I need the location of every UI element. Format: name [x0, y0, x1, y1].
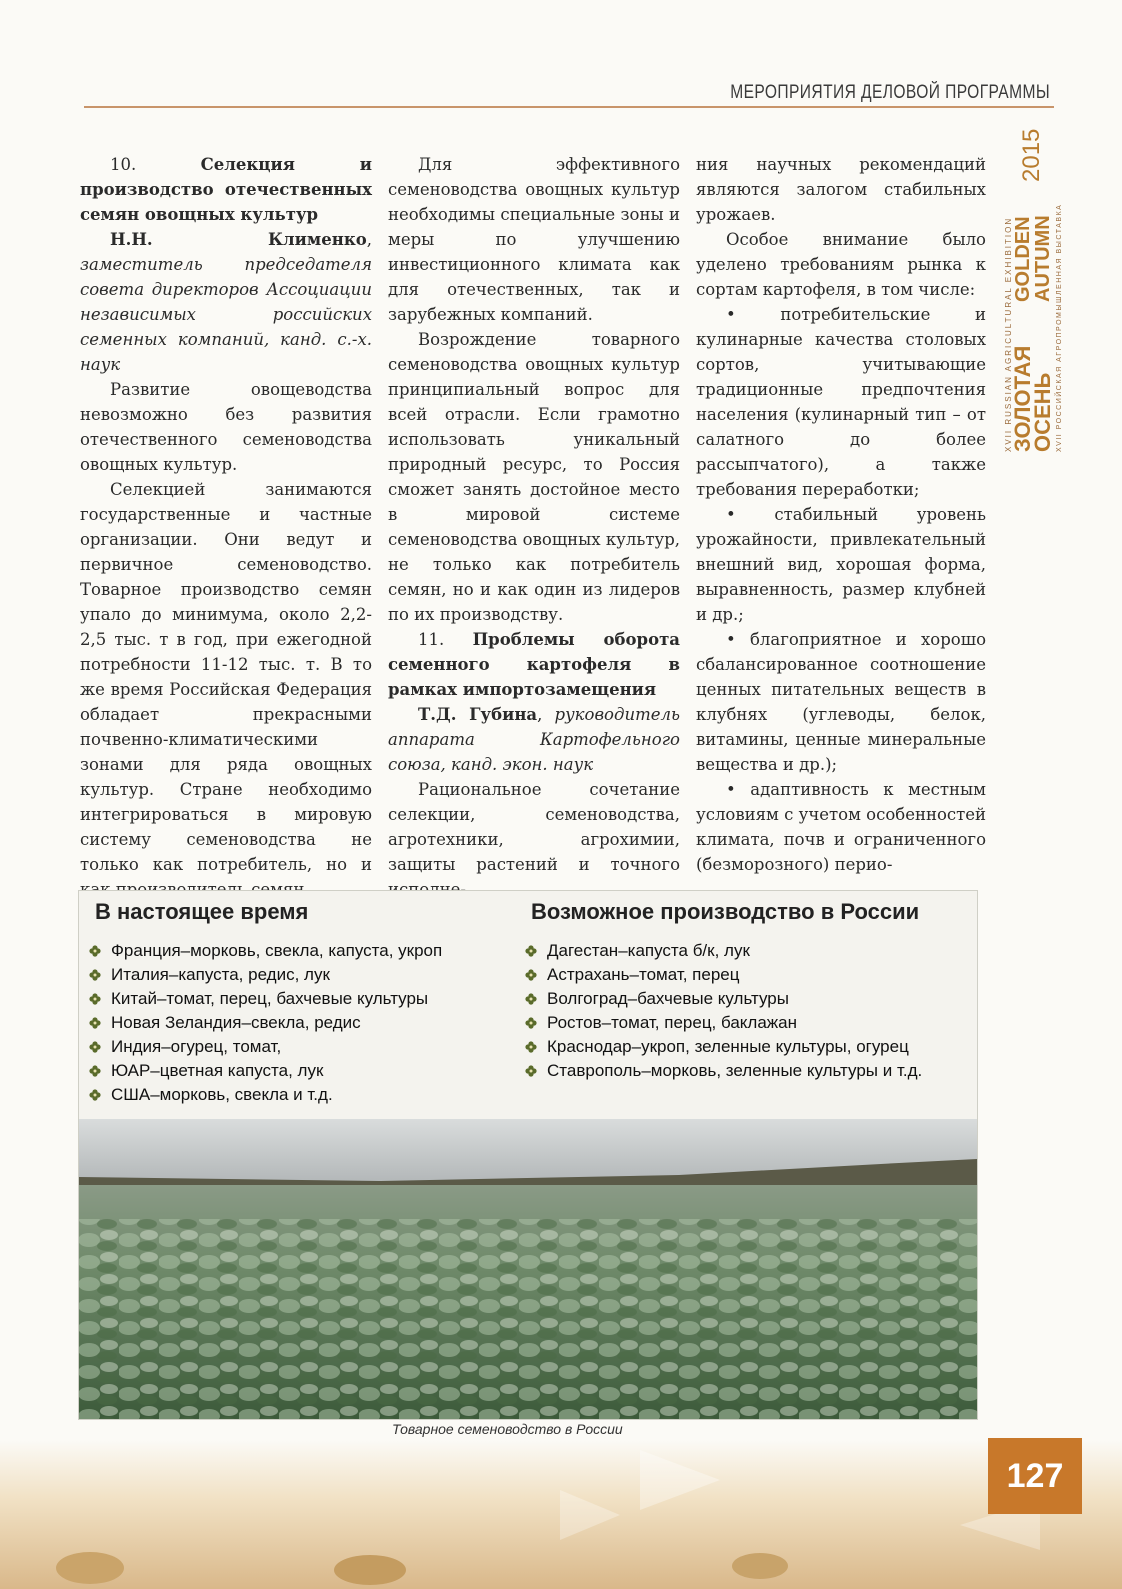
- logo-ru-word2: ОСЕНЬ: [1030, 372, 1055, 452]
- list-item-text: Астрахань–томат, перец: [547, 965, 740, 984]
- list-item: [523, 1035, 922, 1059]
- logo-year: 2015: [1018, 128, 1045, 182]
- list-item-text: ЮАР–цветная капуста, лук: [111, 1061, 324, 1080]
- list-item-text: Италия–капуста, редис, лук: [111, 965, 330, 984]
- list-item: [87, 1059, 442, 1083]
- bullet-icon: •: [726, 505, 736, 524]
- list-item: [87, 963, 442, 987]
- list-item: [87, 1083, 442, 1107]
- paragraph: Селекцией занимаются государственные и частные организации. Они ведут и первичное семеноводство. Товарное производство семян упало до минимума, около 2,2-2,5 тыс. т в год, при ежегодной потребности 11-12 тыс. т. В то же время Российская Федерация обладает прекрасными почвенно-климатическими зонами для ряда овощных культур. Стране необходимо интегрироваться в мировую систему семеноводства не только как потребитель, но и: [80, 480, 372, 874]
- list-item: [523, 987, 922, 1011]
- section-11-number: 11.: [418, 630, 445, 649]
- bullet-icon: •: [726, 780, 736, 799]
- paragraph: Развитие овощеводства невозможно без развития отечественного семеноводства овощных культур.: [80, 380, 372, 474]
- flower-bullet-icon: [525, 1065, 537, 1077]
- logo-en-title: [1013, 215, 1053, 302]
- flower-bullet-icon: [89, 1041, 101, 1053]
- flower-bullet-icon: [525, 993, 537, 1005]
- section-11-title: Проблемы оборота семенного картофеля в рамках импортозамещения: [388, 630, 681, 699]
- russia-production-list: [523, 939, 922, 1083]
- bullet-icon: •: [726, 305, 736, 324]
- flower-bullet-icon: [525, 1017, 537, 1029]
- logo-en-word1: GOLDEN: [1012, 216, 1034, 302]
- section-11-author: Т.Д. Губина: [418, 705, 538, 724]
- logo-ru-title: [1010, 345, 1055, 452]
- page-header-title: МЕРОПРИЯТИЯ ДЕЛОВОЙ ПРОГРАММЫ: [730, 82, 1050, 103]
- section-10-byline: Н.Н. Клименко, заместитель председателя совета директоров Ассоциации независимых российских семенных компаний, канд. с.-х. наук: [80, 230, 372, 374]
- page-number: 127: [988, 1438, 1082, 1514]
- logo-ru-word1: ЗОЛОТАЯ: [1010, 345, 1035, 452]
- flower-bullet-icon: [89, 1017, 101, 1029]
- flower-bullet-icon: [525, 1041, 537, 1053]
- list-item: [87, 1011, 442, 1035]
- bullet-icon: •: [726, 630, 736, 649]
- section-11-role: руководитель аппарата Картофельного союза, канд. экон. наук: [388, 705, 680, 774]
- list-item: [523, 1059, 922, 1083]
- section-10-author: Н.Н. Клименко: [110, 230, 367, 249]
- bullet-item: [696, 627, 986, 777]
- list-item: [87, 987, 442, 1011]
- bullet-item: [696, 777, 986, 877]
- list-item-text: Ставрополь–морковь, зеленные культуры и т.д.: [547, 1061, 923, 1080]
- current-producers-list: [87, 939, 442, 1107]
- section-10-number: 10.: [110, 155, 137, 174]
- exhibition-logo: [1004, 122, 1066, 452]
- bullet-text: стабильный уровень урожайности, привлекательный внешний вид, хорошая форма, выравненность, размер клубней и др.;: [696, 505, 987, 624]
- list-item: [87, 1035, 442, 1059]
- flower-bullet-icon: [89, 1065, 101, 1077]
- list-item-text: Ростов–томат, перец, баклажан: [547, 1013, 798, 1032]
- flower-bullet-icon: [525, 945, 537, 957]
- text-column-2: [388, 152, 680, 902]
- section-10-heading: [80, 152, 372, 227]
- list-item-text: Дагестан–капуста б/к, лук: [547, 941, 750, 960]
- flower-bullet-icon: [89, 945, 101, 957]
- text-column-1: [80, 152, 372, 902]
- bullet-text: благоприятное и хорошо сбалансированное соотношение ценных питательных веществ в клубнях (углеводы, белок, витамины, ценные минеральные вещества и др.);: [696, 630, 986, 774]
- list-item: [523, 963, 922, 987]
- text-column-3: [696, 152, 986, 877]
- logo-bottom-line: XVII РОССИЙСКАЯ АГРОПРОМЫШЛЕННАЯ ВЫСТАВКА: [1056, 203, 1063, 452]
- list-item-text: Китай–томат, перец, бахчевые культуры: [111, 989, 429, 1008]
- paragraph: Возрождение товарного семеноводства овощных культур принципиальный вопрос для всей отрасли. Если грамотно использовать уникальный природный ресурс, то Россия сможет занять достойное место в мировой системе семеноводства овощных культур, не только как потребитель семян, но и как один из лидеров по их производству.: [388, 330, 680, 624]
- list-item-text: Индия–огурец, томат,: [111, 1037, 282, 1056]
- cabbage-field-photo: [79, 1119, 977, 1419]
- list-item: [523, 939, 922, 963]
- production-info-panel: [78, 890, 978, 1420]
- logo-en-word2: AUTUMN: [1032, 215, 1054, 302]
- list-item-text: Франция–морковь, свекла, капуста, укроп: [111, 941, 443, 960]
- flower-bullet-icon: [525, 969, 537, 981]
- photo-caption: Товарное семеноводство в России: [392, 1421, 623, 1437]
- paragraph: Для эффективного семеноводства овощных культур необходимы специальные зоны и меры по улучшению инвестиционного климата как для отечественных, так и зарубежных компаний.: [388, 155, 680, 324]
- paragraph: Особое внимание было уделено требованиям рынка к сортам картофеля, в том числе:: [696, 230, 986, 299]
- list-item-text: Краснодар–укроп, зеленные культуры, огурец: [547, 1037, 909, 1056]
- section-10-title: Селекция и производство отечественных семян овощных культур: [80, 155, 372, 224]
- flower-bullet-icon: [89, 969, 101, 981]
- header-divider: [84, 106, 1054, 108]
- list-item-text: США–морковь, свекла и т.д.: [111, 1085, 333, 1104]
- paragraph: Рациональное сочетание селекции, семеноводства, агротехники, агрохимии, защиты растений и точного: [388, 780, 680, 874]
- paragraph: ния научных рекомендаций являются залогом стабильных урожаев.: [696, 155, 986, 224]
- list-item: [87, 939, 442, 963]
- section-10-role: заместитель председателя совета директоров Ассоциации независимых российских семенных компаний, канд. с.-х. наук: [80, 255, 372, 374]
- section-11-heading: [388, 627, 680, 702]
- footer-decoration: [0, 1440, 1122, 1589]
- bullet-text: потребительские и кулинарные качества столовых сортов, учитывающие традиционные предпочтения населения (кулинарный тип – от салатного до более рассыпчатого), а также требования переработки;: [696, 305, 986, 499]
- flower-bullet-icon: [89, 1089, 101, 1101]
- list-item-text: Новая Зеландия–свекла, редис: [111, 1013, 361, 1032]
- bullet-text: адаптивность к местным условиям с учетом особенностей климата, почв и ограниченного (безморозного) перио-: [696, 780, 987, 874]
- logo-top-line: XVII RUSSIAN AGRICULTURAL EXHIBITION: [1004, 216, 1013, 452]
- panel-left-title: В настоящее время: [95, 899, 309, 924]
- list-item: [523, 1011, 922, 1035]
- bullet-item: [696, 502, 986, 627]
- flower-bullet-icon: [89, 993, 101, 1005]
- list-item-text: Волгоград–бахчевые культуры: [547, 989, 789, 1008]
- panel-right-title: Возможное производство в России: [531, 899, 920, 924]
- bullet-item: [696, 302, 986, 502]
- section-11-byline: Т.Д. Губина, руководитель аппарата Картофельного союза, канд. экон. наук: [388, 705, 680, 774]
